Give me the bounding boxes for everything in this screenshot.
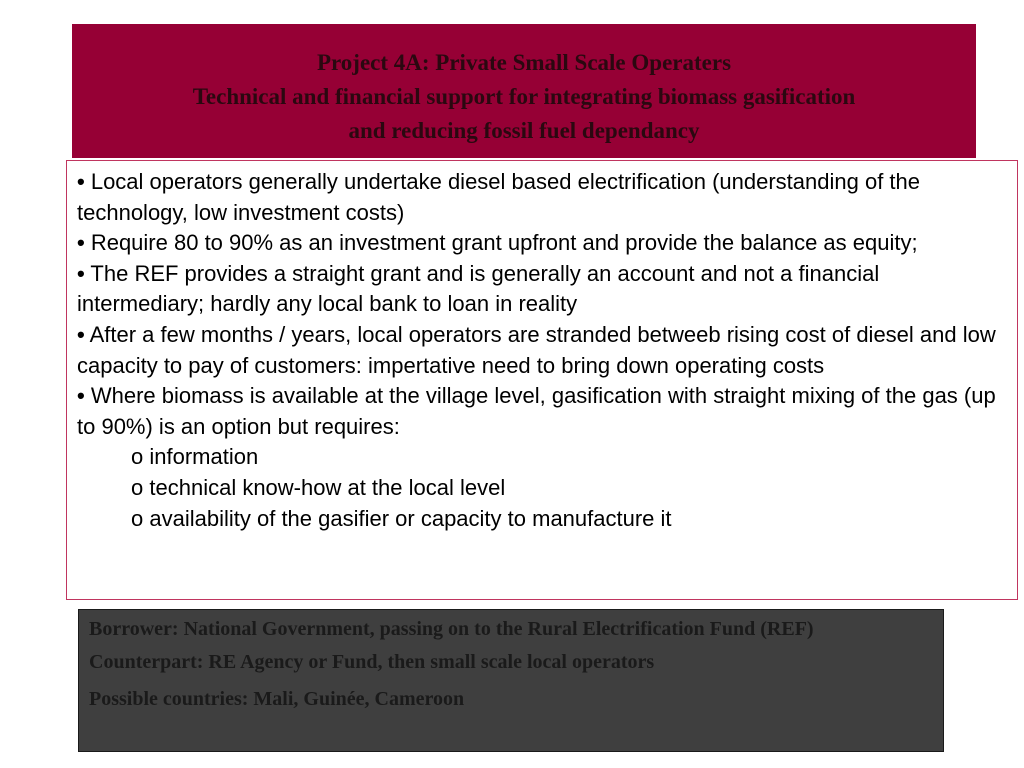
bullet-text: Where biomass is available at the village level, gasification with straight mixing of the gas (up to 90%) is an option but requires: <box>77 383 996 439</box>
borrower-text: Borrower: National Government, passing on to the Rural Electrification Fund (REF) <box>89 618 814 640</box>
bullet-text: After a few months / years, local operators are stranded betweeb rising cost of diesel and low capacity to pay of customers: impertative need to bring down operating costs <box>77 321 996 378</box>
content-panel <box>66 160 1018 600</box>
title-line-2: Technical and financial support for integrating biomass gasification <box>192 84 856 109</box>
sub-bullet-item <box>77 473 1007 504</box>
counterpart-text: Counterpart: RE Agency or Fund, then small scale local operators <box>89 651 655 673</box>
title-line-1: Project 4A: Private Small Scale Operaters <box>316 50 732 75</box>
sub-bullet-text: technical know-how at the local level <box>149 474 506 500</box>
bullet-icon: • <box>77 230 85 256</box>
bullet-text: Local operators generally undertake diesel based electrification (understanding of the technology, low investment costs) <box>77 169 921 225</box>
title-banner <box>72 24 976 158</box>
bullet-icon: • <box>77 321 85 347</box>
sub-bullet-item <box>77 504 1007 535</box>
sub-bullet-text: availability of the gasifier or capacity to manufacture it <box>149 505 672 531</box>
bullet-item <box>77 228 1007 259</box>
sub-bullet-item <box>77 442 1007 473</box>
bullet-text: The REF provides a straight grant and is generally an account and not a financial intermediary; hardly any local bank to loan in reality <box>77 260 880 317</box>
sub-bullet-text: information <box>149 444 259 470</box>
bullet-item <box>77 381 1007 442</box>
bullet-icon: • <box>77 169 85 194</box>
title-line-3: and reducing fossil fuel dependancy <box>348 118 700 143</box>
circle-bullet-icon: o <box>131 444 144 470</box>
info-panel <box>78 609 944 752</box>
circle-bullet-icon: o <box>131 505 144 531</box>
bullet-icon: • <box>77 383 85 409</box>
bullet-item <box>77 167 1007 228</box>
bullet-item <box>77 259 1007 320</box>
bullet-text: Require 80 to 90% as an investment grant upfront and provide the balance as equity; <box>90 230 918 256</box>
bullet-item <box>77 320 1007 381</box>
countries-text: Possible countries: Mali, Guinée, Cameroon <box>89 688 465 710</box>
circle-bullet-icon: o <box>131 474 144 500</box>
bullet-icon: • <box>77 260 85 286</box>
